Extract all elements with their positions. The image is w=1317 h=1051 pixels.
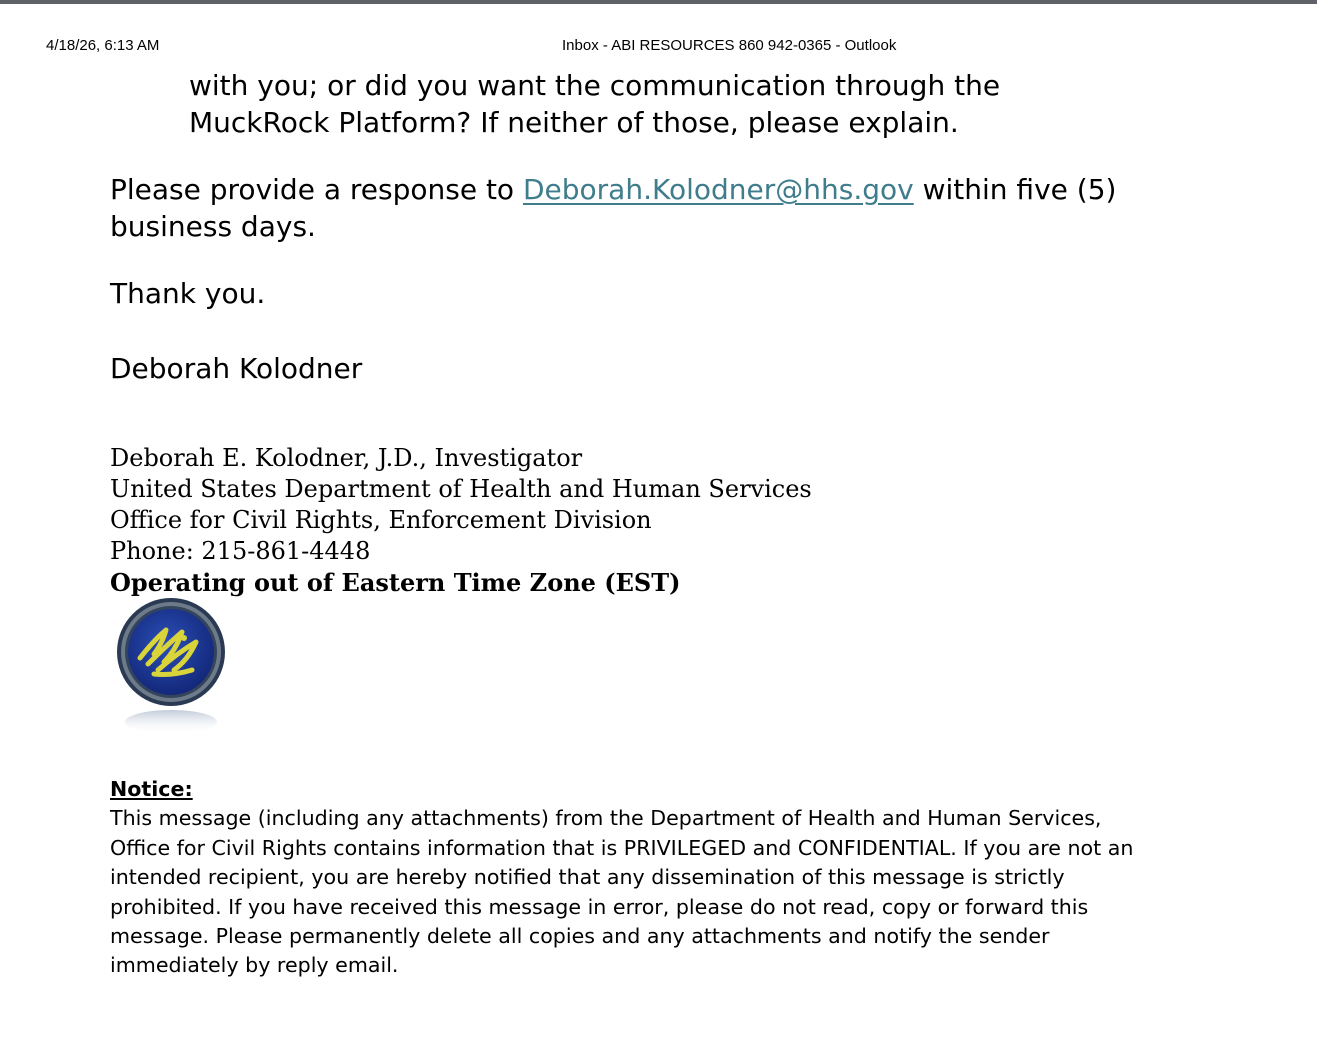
notice-line: This message (including any attachments) from the Department of Health and Human Services, — [110, 806, 1102, 831]
confidentiality-notice — [110, 775, 1260, 981]
response-line-1 — [110, 171, 1116, 208]
signature-department: United States Department of Health and Human Services — [110, 475, 812, 503]
signature-phone: Phone: 215-861-4448 — [110, 537, 371, 565]
notice-line: Office for Civil Rights contains information that is PRIVILEGED and CONFIDENTIAL. If you are not an — [110, 835, 1134, 860]
signature-office: Office for Civil Rights, Enforcement Division — [110, 506, 652, 534]
print-date: 4/18/26, 6:13 AM — [46, 37, 160, 54]
thanks-text: Thank you. — [110, 277, 266, 310]
quoted-line: with you; or did you want the communication through the — [189, 69, 1001, 102]
quoted-text — [189, 67, 1000, 141]
quoted-line: MuckRock Platform? If neither of those, please explain. — [189, 106, 959, 139]
hhs-eagle-seal-icon — [114, 598, 230, 740]
sender-name: Deborah Kolodner — [110, 352, 363, 385]
notice-line: intended recipient, you are hereby notified that any dissemination of this message is strictly — [110, 865, 1065, 890]
notice-heading: Notice: — [110, 777, 193, 801]
top-border — [0, 0, 1317, 4]
notice-line: message. Please permanently delete all copies and any attachments and notify the sender — [110, 924, 1050, 949]
signature-timezone: Operating out of Eastern Time Zone (EST) — [110, 568, 681, 597]
response-suffix: within five (5) — [913, 173, 1117, 206]
response-request — [110, 171, 1116, 245]
print-page-title: Inbox - ABI RESOURCES 860 942-0365 - Outlook — [562, 37, 897, 54]
notice-line: immediately by reply email. — [110, 953, 399, 978]
response-prefix: Please provide a response to — [110, 173, 523, 206]
notice-line: prohibited. If you have received this message in error, please do not read, copy or forward this — [110, 894, 1089, 919]
email-link[interactable]: Deborah.Kolodner@hhs.gov — [522, 173, 914, 206]
signature-name-title: Deborah E. Kolodner, J.D., Investigator — [110, 444, 583, 472]
response-line-2: business days. — [110, 210, 316, 243]
signature-block — [110, 443, 812, 598]
